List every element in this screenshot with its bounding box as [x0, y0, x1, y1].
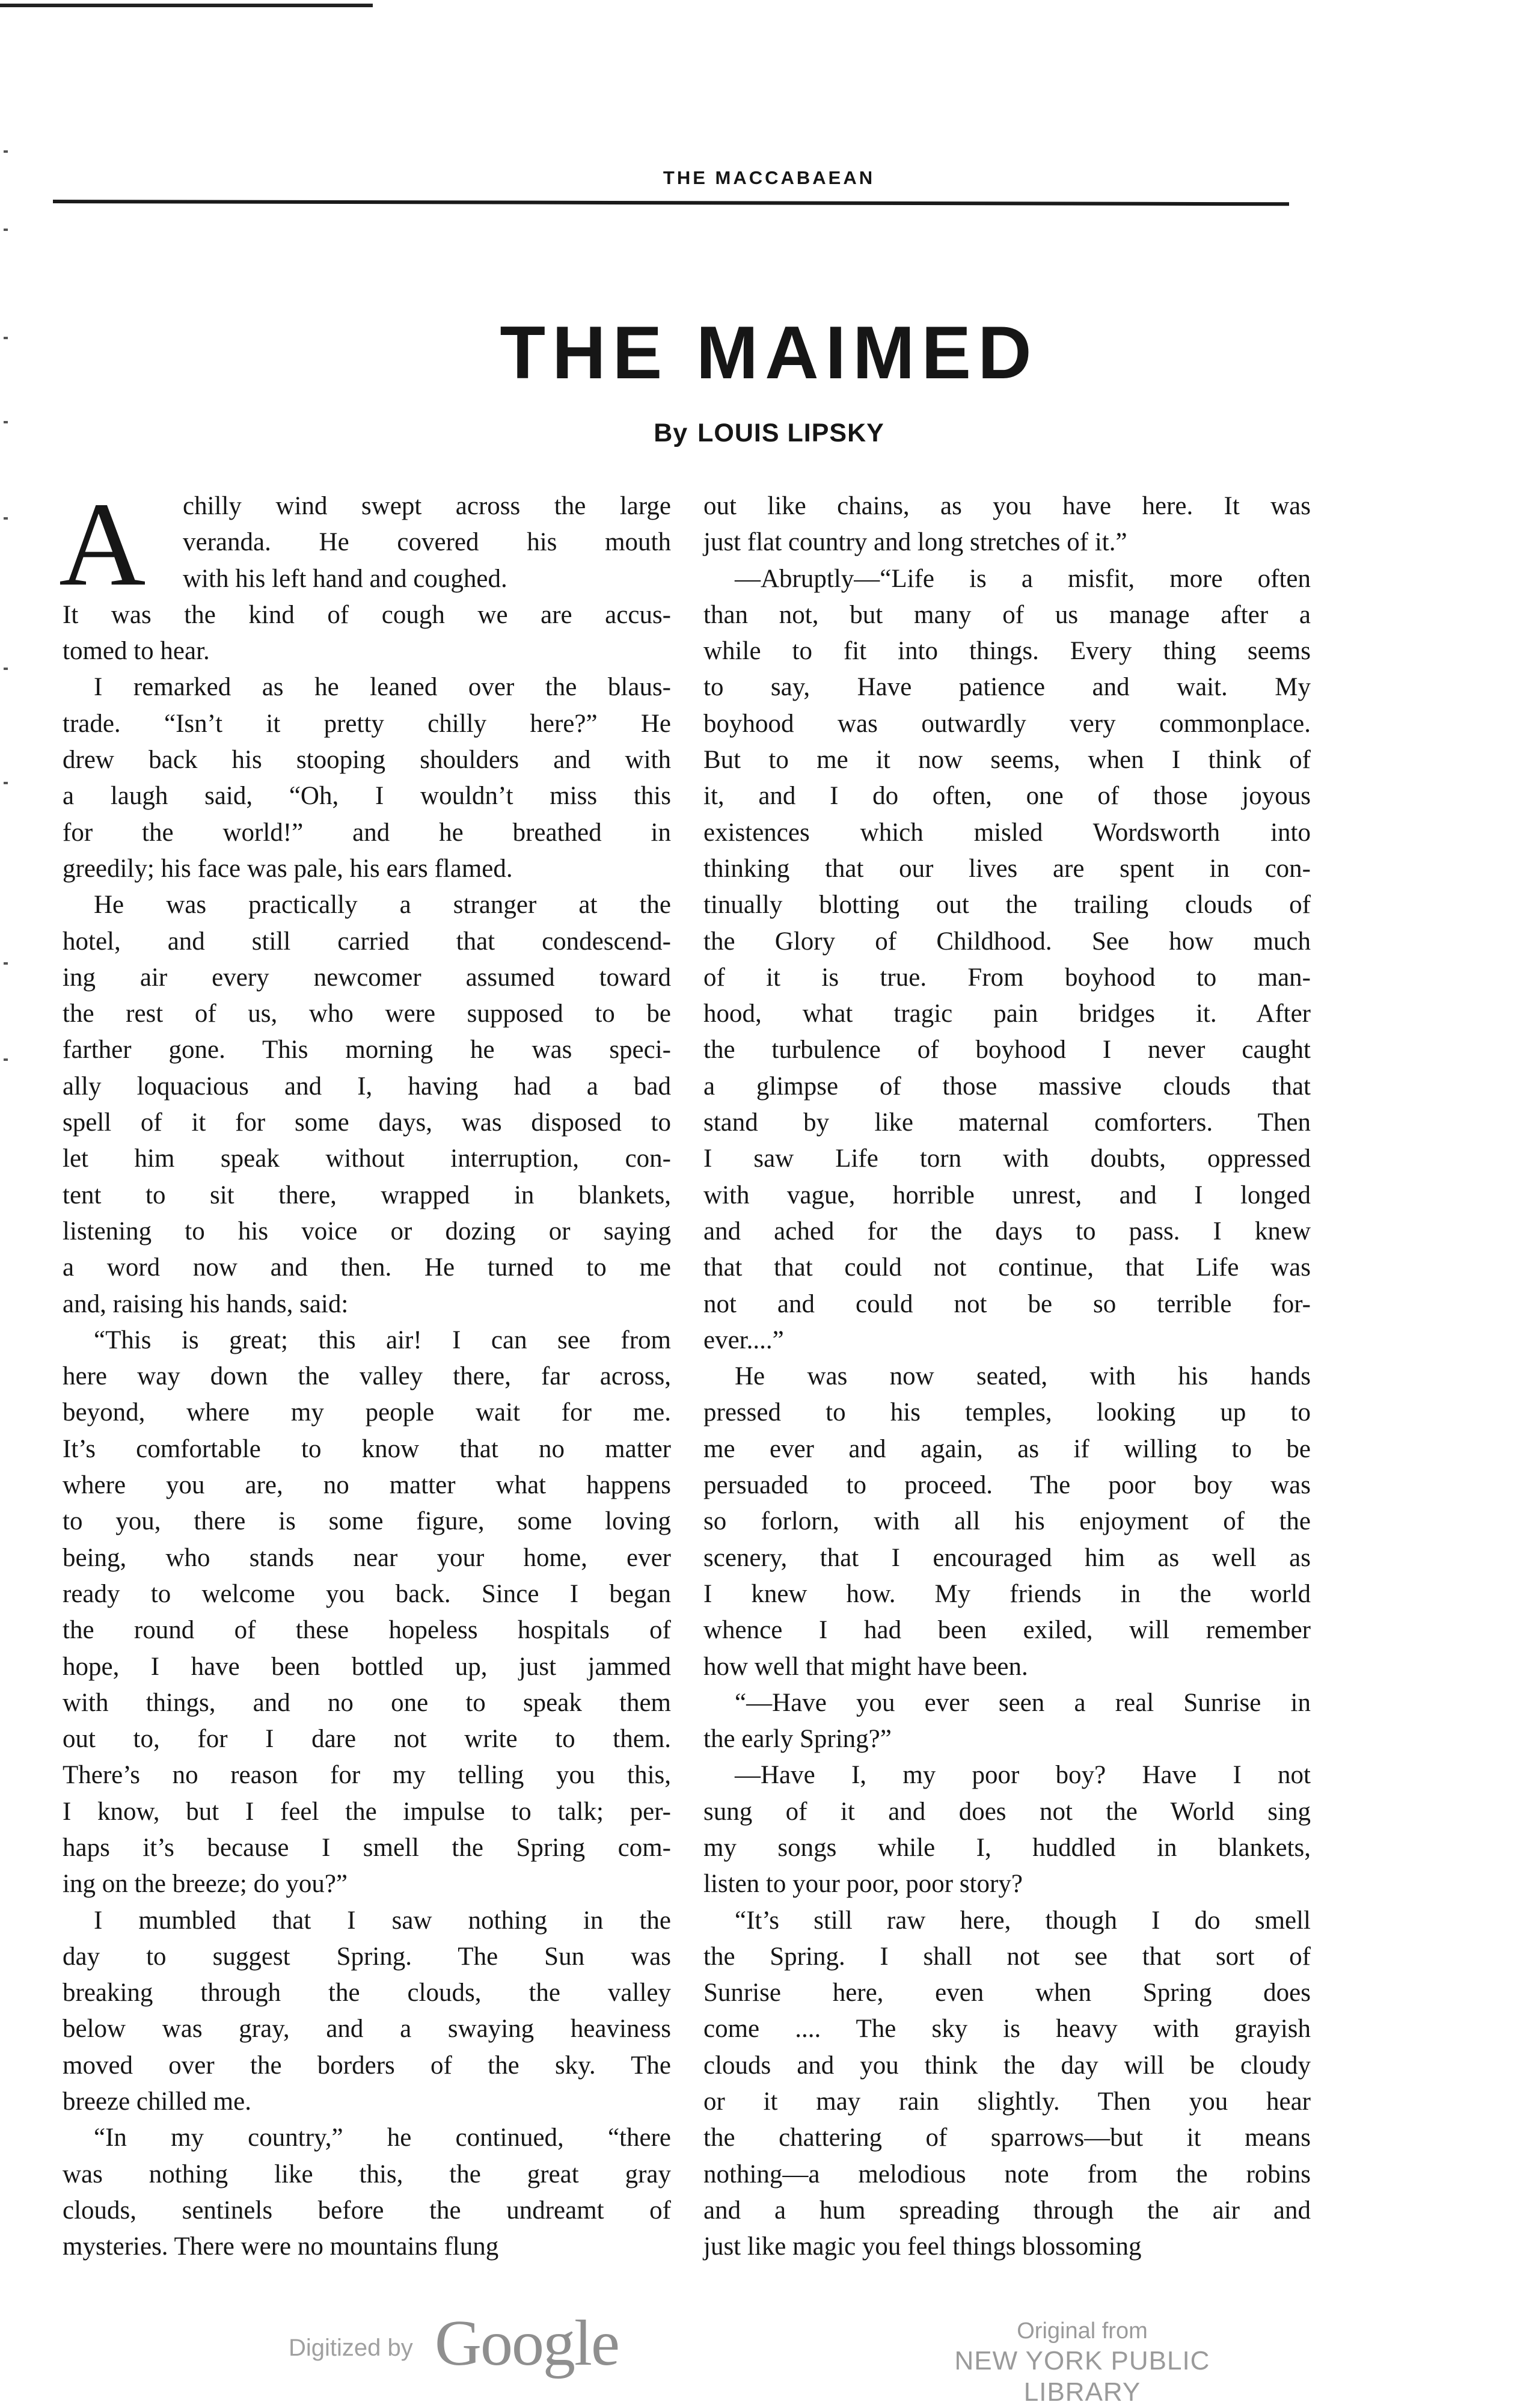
text-line: and a hum spreading through the air and [703, 2196, 1311, 2225]
text-line: clouds and you think the day will be cloudy [703, 2051, 1311, 2080]
text-line: It’s comfortable to know that no matter [63, 1434, 671, 1463]
text-line: beyond, where my people wait for me. [63, 1398, 671, 1427]
text-line: veranda. He covered his mouth [183, 528, 671, 557]
text-line: and ached for the days to pass. I knew [703, 1217, 1311, 1245]
library-name: NEW YORK PUBLIC LIBRARY [954, 2346, 1210, 2407]
text-line: listening to his voice or dozing or saying [63, 1217, 671, 1245]
text-line: mysteries. There were no mountains flung [63, 2232, 499, 2261]
text-line: tinually blotting out the trailing clouds of [703, 891, 1311, 920]
text-line: with his left hand and coughed. [183, 564, 507, 593]
text-line: below was gray, and a swaying heaviness [63, 2015, 671, 2044]
text-line: There’s no reason for my telling you this, [63, 1761, 671, 1790]
text-line: the early Spring?” [703, 1725, 892, 1754]
text-line: moved over the borders of the sky. The [63, 2051, 671, 2080]
text-line: that that could not continue, that Life was [703, 1253, 1311, 1282]
text-line: persuaded to proceed. The poor boy was [703, 1471, 1311, 1500]
text-line: “—Have you ever seen a real Sunrise in [735, 1688, 1311, 1717]
text-line: just flat country and long stretches of it.” [703, 528, 1127, 557]
text-line: thinking that our lives are spent in con- [703, 854, 1311, 883]
text-line: stand by like maternal comforters. Then [703, 1108, 1311, 1137]
text-line: just like magic you feel things blossoming [703, 2232, 1142, 2261]
text-line: here way down the valley there, far across, [63, 1362, 671, 1391]
byline [0, 415, 1538, 451]
text-line: how well that might have been. [703, 1652, 1028, 1681]
text-line: boyhood was outwardly very commonplace. [703, 709, 1311, 738]
text-line: it, and I do often, one of those joyous [703, 782, 1311, 811]
left-column [59, 478, 671, 2265]
text-line: let him speak without interruption, con- [63, 1144, 671, 1173]
text-line: He was practically a stranger at the [94, 891, 671, 920]
running-head: THE MACCABAEAN [663, 167, 875, 188]
text-line: farther gone. This morning he was speci- [63, 1036, 671, 1064]
text-line: hood, what tragic pain bridges it. After [703, 1000, 1311, 1028]
text-line: —Have I, my poor boy? Have I not [735, 1761, 1311, 1790]
text-line: for the world!” and he breathed in [63, 818, 671, 847]
text-line: “In my country,” he continued, “there [94, 2124, 671, 2152]
text-line: breeze chilled me. [63, 2087, 251, 2116]
text-line: existences which misled Wordsworth into [703, 818, 1311, 847]
text-line: I knew how. My friends in the world [703, 1579, 1311, 1608]
right-column-lines [703, 488, 1311, 2265]
text-line: being, who stands near your home, ever [63, 1543, 671, 1572]
text-line: where you are, no matter what happens [63, 1471, 671, 1500]
text-line: a glimpse of those massive clouds that [703, 1072, 1311, 1101]
text-line: the rest of us, who were supposed to be [63, 1000, 671, 1028]
text-line: so forlorn, with all his enjoyment of the [703, 1507, 1311, 1536]
text-line: I remarked as he leaned over the blaus- [94, 673, 671, 702]
text-line: with things, and no one to speak them [63, 1688, 671, 1717]
text-line: the Glory of Childhood. See how much [703, 927, 1311, 956]
text-line: a laugh said, “Oh, I wouldn’t miss this [63, 782, 671, 811]
text-line: not and could not be so terrible for- [703, 1289, 1311, 1318]
text-line: whence I had been exiled, will remember [703, 1616, 1311, 1645]
google-logo: Google [435, 2308, 619, 2379]
text-line: tomed to hear. [63, 637, 210, 666]
text-line: sung of it and does not the World sing [703, 1797, 1311, 1826]
text-line: pressed to his temples, looking up to [703, 1398, 1311, 1427]
text-line: day to suggest Spring. The Sun was [63, 1942, 671, 1971]
text-line: He was now seated, with his hands [735, 1362, 1311, 1391]
text-line: “It’s still raw here, though I do smell [735, 1906, 1311, 1935]
text-line: while to fit into things. Every thing seems [703, 637, 1311, 666]
left-column-lines [63, 488, 671, 2265]
text-line: spell of it for some days, was disposed to [63, 1108, 671, 1137]
text-line: clouds, sentinels before the undreamt of [63, 2196, 671, 2225]
text-line: tent to sit there, wrapped in blankets, [63, 1181, 671, 1209]
text-line: ever....” [703, 1325, 784, 1354]
text-line: hotel, and still carried that condescend- [63, 927, 671, 956]
text-line: me ever and again, as if willing to be [703, 1434, 1311, 1463]
byline-prefix: By [654, 419, 688, 447]
text-line: ready to welcome you back. Since I began [63, 1579, 671, 1608]
text-line: and, raising his hands, said: [63, 1289, 349, 1318]
text-line: ing air every newcomer assumed toward [63, 963, 671, 992]
text-line: out like chains, as you have here. It was [703, 492, 1311, 520]
text-line: chilly wind swept across the large [183, 492, 671, 520]
text-line: ing on the breeze; do you?” [63, 1870, 348, 1899]
text-line: to say, Have patience and wait. My [703, 673, 1311, 702]
text-line: “This is great; this air! I can see from [94, 1325, 671, 1354]
text-line: It was the kind of cough we are accus- [63, 600, 671, 629]
text-line: the chattering of sparrows—but it means [703, 2124, 1311, 2152]
text-line: haps it’s because I smell the Spring com- [63, 1833, 671, 1862]
text-line: than not, but many of us manage after a [703, 600, 1311, 629]
text-line: I mumbled that I saw nothing in the [94, 1906, 671, 1935]
right-column [703, 488, 1311, 2265]
header-rule [53, 200, 1289, 206]
text-line: breaking through the clouds, the valley [63, 1979, 671, 2007]
text-line: out to, for I dare not write to them. [63, 1725, 671, 1754]
text-line: was nothing like this, the great gray [63, 2160, 671, 2188]
text-line: the Spring. I shall not see that sort of [703, 1942, 1311, 1971]
text-line: hope, I have been bottled up, just jammed [63, 1652, 671, 1681]
article-title: THE MAIMED [500, 312, 1038, 395]
text-line: come .... The sky is heavy with grayish [703, 2015, 1311, 2044]
digitized-by-label: Digitized by [289, 2335, 413, 2361]
drop-cap: A [59, 478, 146, 611]
text-line: greedily; his face was pale, his ears flamed. [63, 854, 513, 883]
text-line: or it may rain slightly. Then you hear [703, 2087, 1311, 2116]
byline-author: LOUIS LIPSKY [697, 419, 884, 447]
text-line: listen to your poor, poor story? [703, 1870, 1023, 1899]
text-line: with vague, horrible unrest, and I longed [703, 1181, 1311, 1209]
text-line: the turbulence of boyhood I never caught [703, 1036, 1311, 1064]
text-line: ally loquacious and I, having had a bad [63, 1072, 671, 1101]
text-line: I saw Life torn with doubts, oppressed [703, 1144, 1311, 1173]
text-line: drew back his stooping shoulders and with [63, 746, 671, 775]
text-line: But to me it now seems, when I think of [703, 746, 1311, 775]
text-line: of it is true. From boyhood to man- [703, 963, 1311, 992]
top-edge-rule [0, 4, 373, 7]
text-line: I know, but I feel the impulse to talk; per- [63, 1797, 671, 1826]
text-line: my songs while I, huddled in blankets, [703, 1833, 1311, 1862]
text-line: a word now and then. He turned to me [63, 1253, 671, 1282]
text-line: nothing—a melodious note from the robins [703, 2160, 1311, 2188]
text-line: Sunrise here, even when Spring does [703, 1979, 1311, 2007]
text-line: scenery, that I encouraged him as well as [703, 1543, 1311, 1572]
library-attribution [896, 2317, 1269, 2408]
text-line: trade. “Isn’t it pretty chilly here?” He [63, 709, 671, 738]
text-line: the round of these hopeless hospitals of [63, 1616, 671, 1645]
text-line: —Abruptly—“Life is a misfit, more often [735, 564, 1311, 593]
google-attribution [289, 2308, 673, 2379]
text-line: to you, there is some figure, some loving [63, 1507, 671, 1536]
original-from-label: Original from [1017, 2318, 1148, 2344]
